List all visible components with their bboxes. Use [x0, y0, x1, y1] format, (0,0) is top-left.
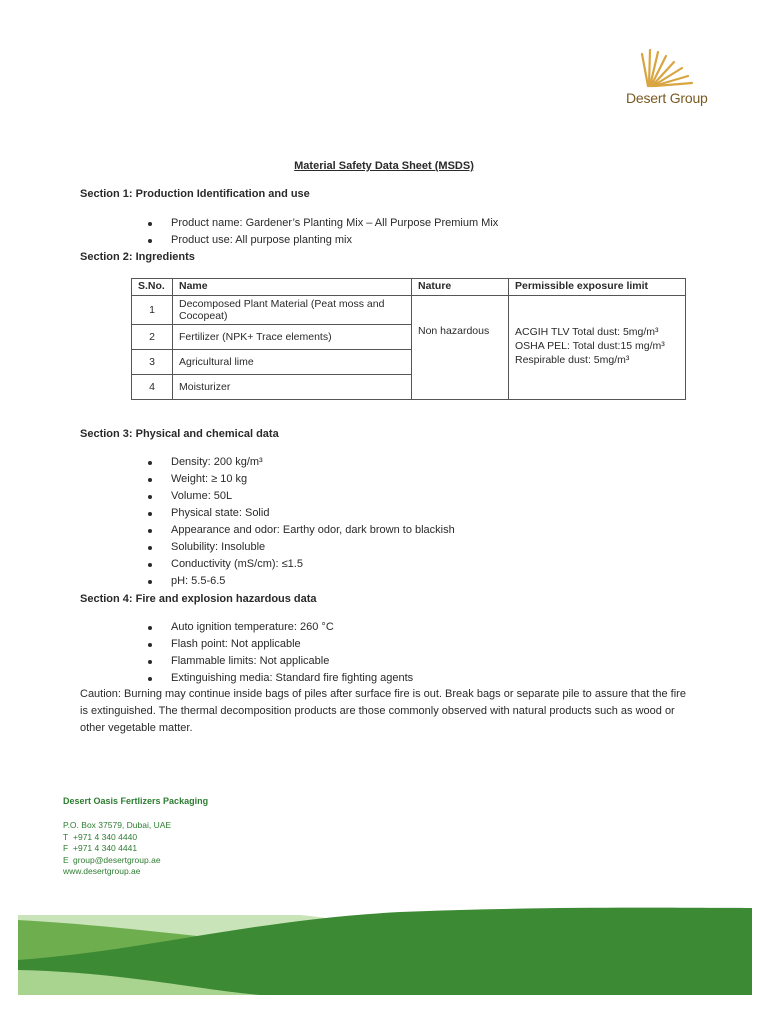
table-cell: Decomposed Plant Material (Peat moss and Cocopeat) [173, 296, 412, 325]
table-cell: Fertilizer (NPK+ Trace elements) [173, 325, 412, 350]
table-header-row [132, 279, 686, 296]
exposure-limit-line: Respirable dust: 5mg/m³ [515, 354, 630, 366]
section-2-heading: Section 2: Ingredients [80, 251, 195, 263]
footer-contact [63, 820, 171, 878]
section-1-heading: Section 1: Production Identification and use [80, 188, 310, 200]
list-item: Extinguishing media: Standard fire fighting agents [148, 670, 413, 687]
nature-cell: Non hazardous [412, 296, 509, 400]
section-3-list [148, 454, 455, 590]
table-row [132, 296, 686, 325]
footer-email [63, 855, 171, 867]
list-item: Volume: 50L [148, 488, 455, 505]
list-item: Auto ignition temperature: 260 °C [148, 619, 413, 636]
exposure-limit-line: OSHA PEL: Total dust:15 mg/m³ [515, 340, 665, 352]
exposure-limit-cell [509, 296, 686, 400]
column-header: Nature [412, 279, 509, 296]
table-cell: 2 [132, 325, 173, 350]
desert-group-logo [622, 46, 718, 110]
list-item: Flash point: Not applicable [148, 636, 413, 653]
table-cell: Agricultural lime [173, 350, 412, 375]
footer-wave-graphic [0, 900, 768, 1010]
list-item: Solubility: Insoluble [148, 539, 455, 556]
email-key: E [63, 854, 69, 865]
section-4-heading: Section 4: Fire and explosion hazardous data [80, 593, 317, 605]
ingredients-table [131, 278, 686, 400]
footer-company-name: Desert Oasis Fertlizers Packaging [63, 796, 209, 806]
palm-frond-icon [636, 46, 696, 88]
list-item: Product use: All purpose planting mix [148, 232, 498, 249]
section-3-heading: Section 3: Physical and chemical data [80, 428, 279, 440]
list-item: pH: 5.5-6.5 [148, 573, 455, 590]
list-item: Flammable limits: Not applicable [148, 653, 413, 670]
list-item: Physical state: Solid [148, 505, 455, 522]
footer-website: www.desertgroup.ae [63, 866, 141, 876]
list-item: Product name: Gardener’s Planting Mix – All Purpose Premium Mix [148, 215, 498, 232]
exposure-limit-line: ACGIH TLV Total dust: 5mg/m³ [515, 326, 659, 338]
phone-key: T [63, 831, 69, 842]
column-header: Name [173, 279, 412, 296]
footer-phone [63, 832, 171, 844]
document-title: Material Safety Data Sheet (MSDS) [294, 160, 474, 172]
footer-address: P.O. Box 37579, Dubai, UAE [63, 820, 172, 830]
table-cell: 3 [132, 350, 173, 375]
table-cell: 1 [132, 296, 173, 325]
table-cell: Moisturizer [173, 375, 412, 400]
list-item: Appearance and odor: Earthy odor, dark brown to blackish [148, 522, 455, 539]
email-value: group@desertgroup.ae [73, 854, 161, 865]
column-header: S.No. [132, 279, 173, 296]
fax-value: +971 4 340 4441 [73, 843, 138, 853]
caution-paragraph: Caution: Burning may continue inside bags of piles after surface fire is out. Break bags or separate pile to assure that the fire is extinguished. The thermal decomposition products are those commonly observed with natural products such as wood or other vegetable matter. [80, 688, 686, 734]
table-cell: 4 [132, 375, 173, 400]
section-1-list [148, 215, 498, 249]
column-header: Permissible exposure limit [509, 279, 686, 296]
footer-fax [63, 843, 171, 855]
list-item: Weight: ≥ 10 kg [148, 471, 455, 488]
list-item: Conductivity (mS/cm): ≤1.5 [148, 556, 455, 573]
list-item: Density: 200 kg/m³ [148, 454, 455, 471]
section-4-list [148, 619, 413, 687]
fax-key: F [63, 843, 69, 853]
phone-value: +971 4 340 4440 [73, 831, 138, 842]
logo-text: Desert Group [626, 90, 708, 106]
